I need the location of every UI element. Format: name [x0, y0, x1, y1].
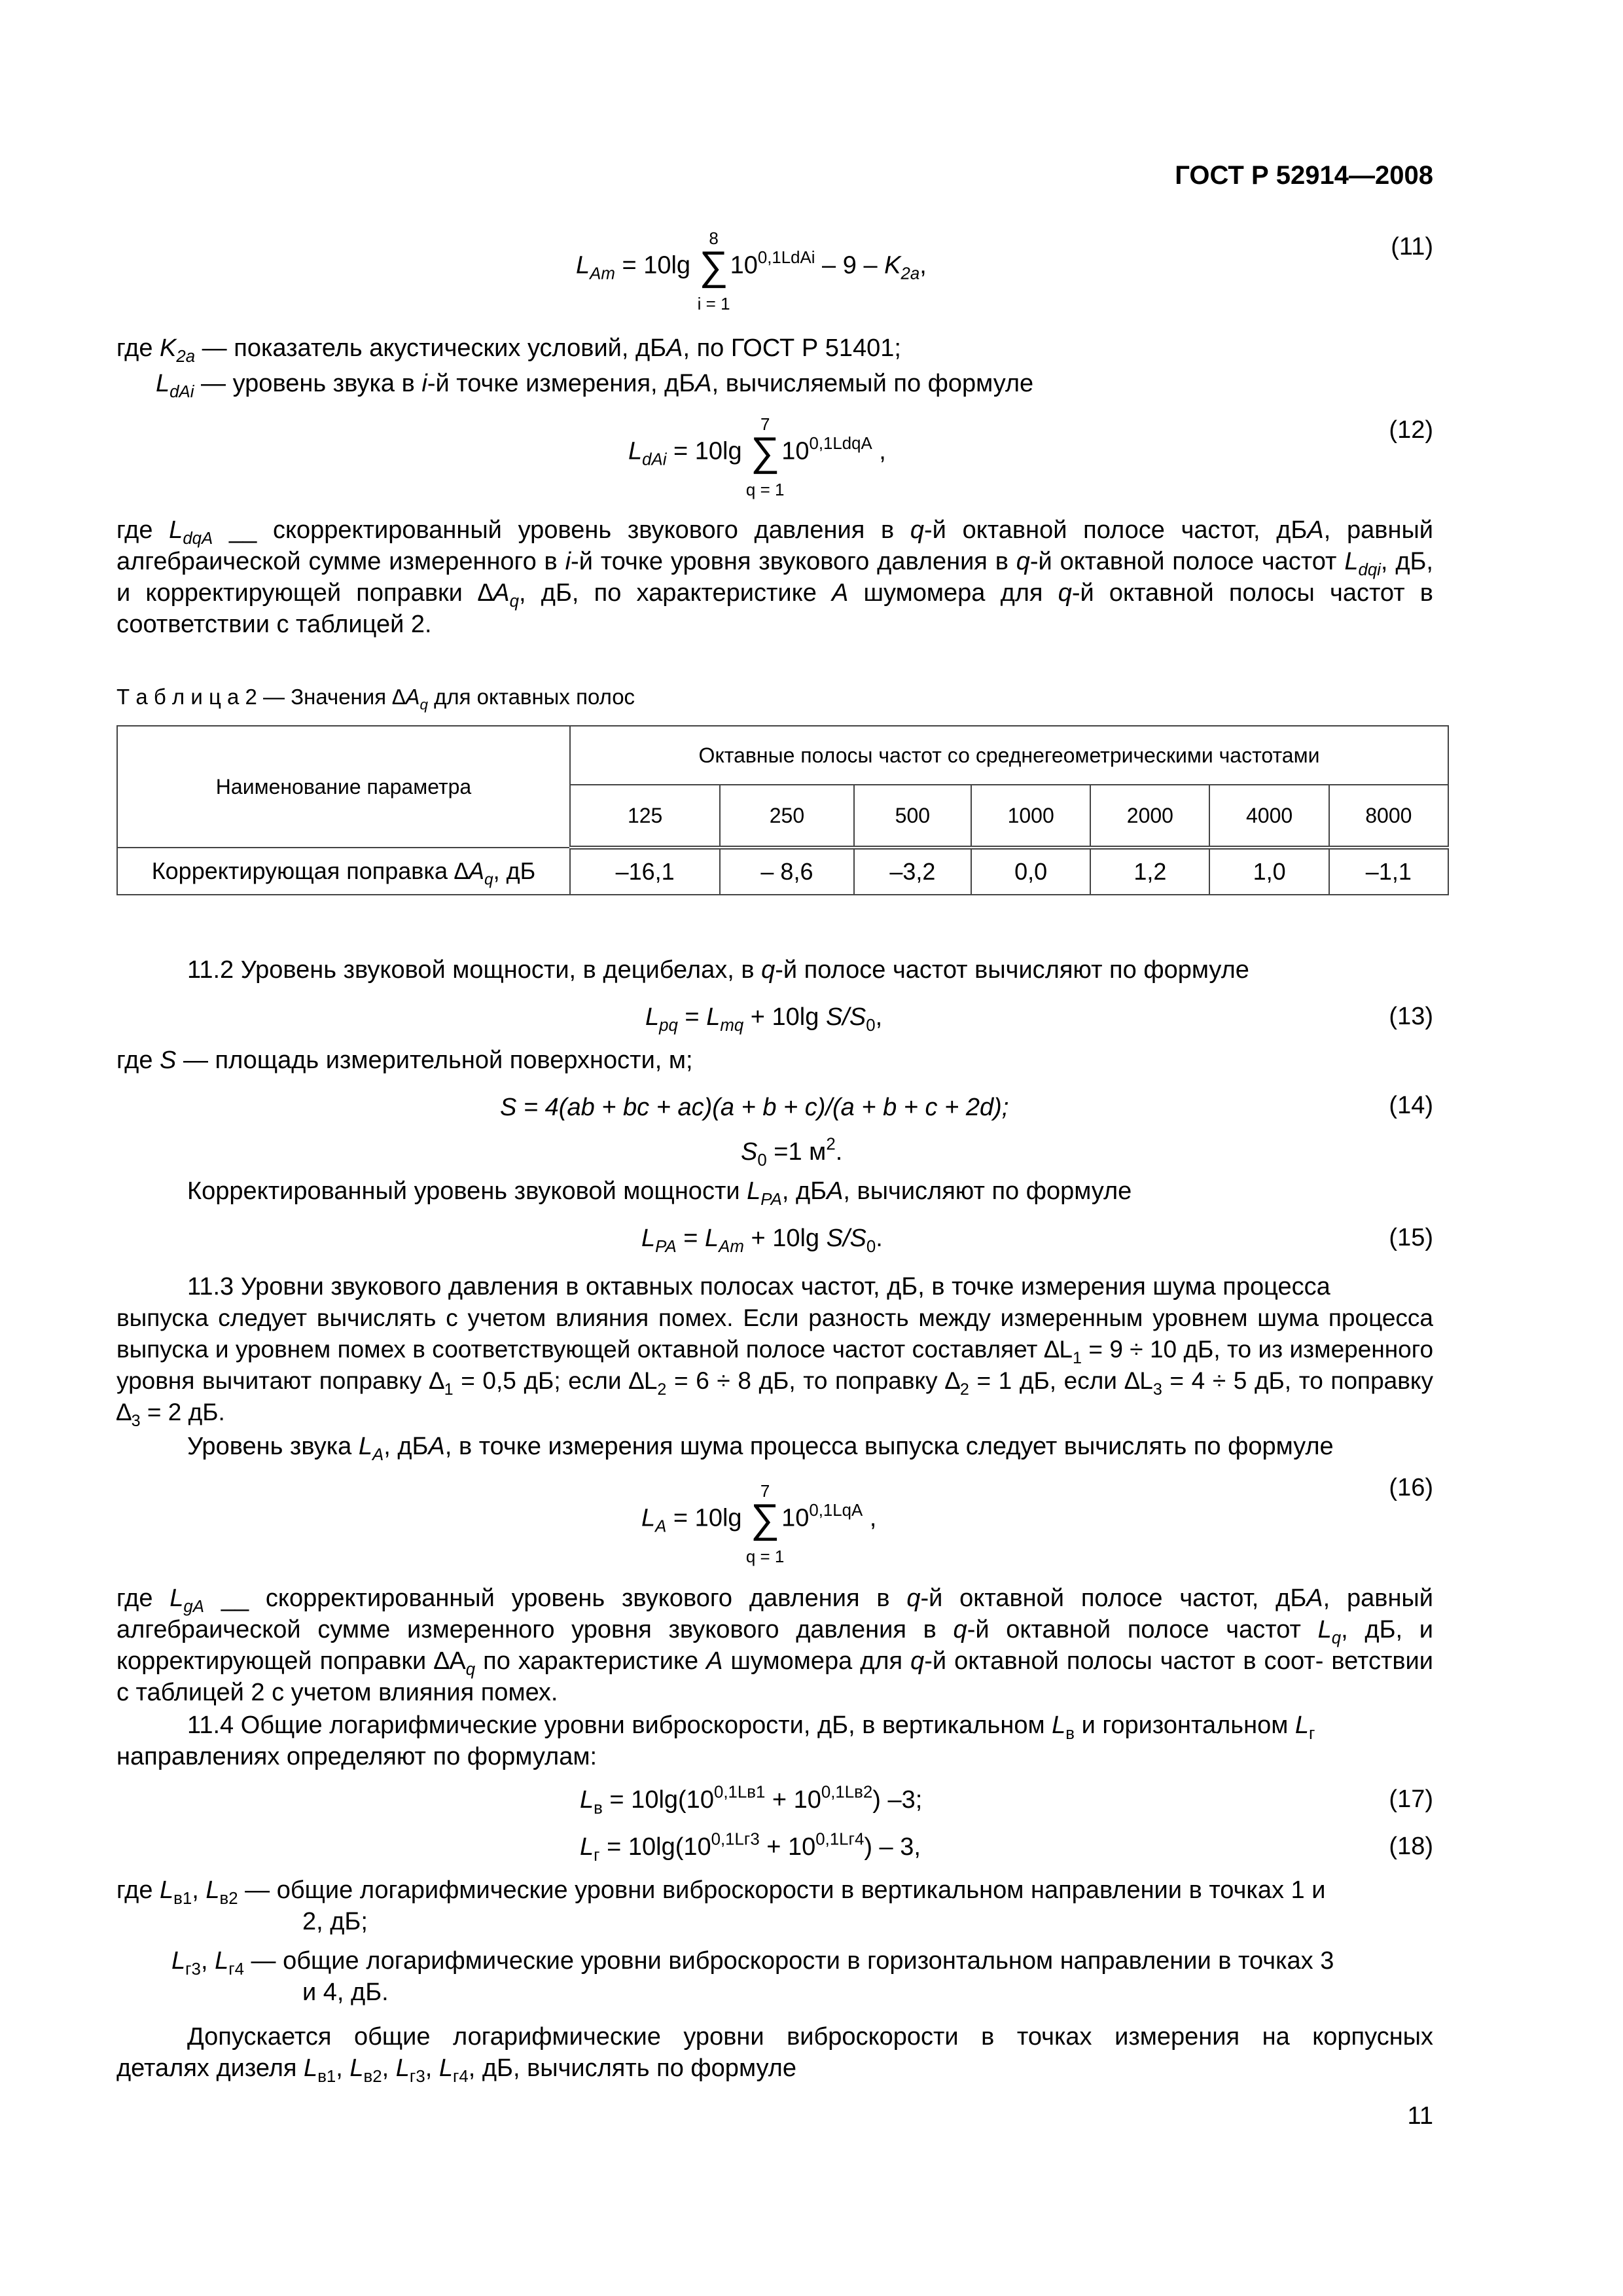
table-cell: – 8,6 [720, 848, 853, 895]
table-cell: –16,1 [570, 848, 720, 895]
table-cell: 1,2 [1090, 848, 1209, 895]
table-param-header: Наименование параметра [117, 726, 570, 848]
freq-250: 250 [720, 785, 853, 848]
corrected-power-text: Корректированный уровень звуковой мощности $L_{PA}$, дБA, вычисляют по формуле [187, 1177, 1132, 1210]
final-paragraph-line2: деталях дизеля $L_{в1}$, $L_{в2}$, $L_{г3}$, $L_{г4}$, дБ, вычислять по формуле [116, 2054, 796, 2087]
freq-1000: 1000 [971, 785, 1090, 848]
equation-17: $L_в = 10\lg(10^{0,1Lв1} + 10^{0,1Lв2})$ –3; [580, 1783, 923, 1818]
definition-LdAi: $L_{dAi}$ — уровень звука в i-й точке измерения, дБA, вычисляемый по формуле [156, 370, 1034, 402]
final-paragraph-line1: Допускается общие логарифмические уровни виброскорости в точках измерения на корпусных [187, 2023, 1433, 2051]
section-11-4-line1: 11.4 Общие логарифмические уровни виброскорости, дБ, в вертикальном $L_в$ и горизонтальном $L_г$ [187, 1712, 1315, 1744]
sound-level-text: Уровень звука $L_A$, дБA, в точке измерения шума процесса выпуска следует вычислять по формуле [187, 1433, 1334, 1465]
equation-14: S = 4(ab + bc + ac)(a + b + c)/(a + b + c + 2d); [500, 1094, 1009, 1121]
table-2 [116, 725, 1449, 895]
equation-number-15: (15) [1389, 1224, 1433, 1251]
table-cell: –1,1 [1329, 848, 1448, 895]
definition-Lv-cont: 2, дБ; [302, 1908, 368, 1935]
definition-Lg-cont: и 4, дБ. [302, 1979, 389, 2006]
equation-number-11: (11) [1391, 233, 1433, 260]
equation-18: $L_г = 10\lg(10^{0,1Lг3} + 10^{0,1Lг4}) - 3$, [580, 1830, 921, 1865]
equation-12: $L_{dAi} = 10\lg$ 7 ∑ q = 1 $10^{0,1LdqA}$ , [628, 414, 886, 499]
equation-number-16: (16) [1389, 1474, 1433, 1501]
equation-11: $L_{Am} = 10\lg$ 8 ∑ i = 1 $10^{0,1LdAi} - 9 - K_{2a}$, [576, 228, 927, 314]
table-cell: 1,0 [1209, 848, 1329, 895]
definition-Lv1-Lv2: где $L_{в1}$, $L_{в2}$ — общие логарифмические уровни виброскорости в вертикальном направлении в точках 1 и [116, 1876, 1326, 1909]
table-group-header: Октавные полосы частот со среднегеометрическими частотами [570, 726, 1448, 785]
section-11-3-body: выпуска следует вычислять с учетом влияния помех. Если разность между измеренным уровнем шума процесса выпуска и уровнем помех в соответствующей октавной полосе частот составляет $\Delta L_1 = 9 \div 10$ дБ, то из измеренного уровня вычитают поправку $\Delta_1 = 0,5$ дБ; если $\Delta L_2 = 6 \div 8$ дБ, то поправку $\Delta_2 = 1$ дБ, если $\Delta L_3 = 4 \div 5$ дБ, то поправку $\Delta_3 = 2$ дБ. [116, 1304, 1434, 1430]
equation-number-14: (14) [1389, 1092, 1433, 1119]
section-11-4-line2: направлениях определяют по формулам: [116, 1743, 597, 1770]
definition-K2a: где $K_{2a}$ — показатель акустических условий, дБA, по ГОСТ Р 51401; [116, 334, 901, 367]
equation-number-12: (12) [1389, 416, 1433, 444]
equation-number-17: (17) [1389, 1785, 1433, 1813]
definition-LdqA: где $L_{dqA}$ __ скорректированный уровень звукового давления в q-й октавной полосе частот, дБA, равный алгебраической сумме измеренного в i-й точке уровня звукового давления в q-й октавной полосе частот $L_{dqi}$, дБ, и корректирующей поправки $\Delta A_q$, дБ, по характеристике A шумомера для q-й октавной полосы частот в соответствии с таблицей 2. [116, 516, 1433, 638]
table-caption: Т а б л и ц а 2 — Значения $\Delta A_q$ для октавных полос [116, 685, 635, 713]
definition-LgA: где $L_{gA}$ __ скорректированный уровень звукового давления в q-й октавной полосе частот, дБA, равный алгебраической сумме измеренного уровня звукового давления в q-й октавной полосе частот $L_q$, дБ, и корректирующей поправки $\Delta A_q$ по характеристике A шумомера для q-й октавной полосы частот в соот- ветствии с таблицей 2 с учетом влияния помех. [116, 1585, 1434, 1706]
freq-125: 125 [570, 785, 720, 848]
freq-500: 500 [854, 785, 971, 848]
table-cell: 0,0 [971, 848, 1090, 895]
equation-16: $L_A = 10\lg$ 7 ∑ q = 1 $10^{0,1LqA}$ , [641, 1481, 877, 1566]
equation-s0: $S_0 =1$ $м^2$. [741, 1135, 843, 1170]
definition-Lg3-Lg4: $L_{г3}$, $L_{г4}$ — общие логарифмические уровни виброскорости в горизонтальном направлении в точках 3 [171, 1947, 1334, 1979]
section-11-2: 11.2 Уровень звуковой мощности, в децибелах, в q-й полосе частот вычисляют по формуле [187, 956, 1249, 984]
page-header: ГОСТ Р 52914—2008 [1175, 161, 1433, 190]
table-cell: –3,2 [854, 848, 971, 895]
page-number: 11 [1407, 2102, 1433, 2130]
equation-13: $L_{pq} = L_{mq} + 10\lg$ $S/S_0$, [645, 1003, 883, 1035]
equation-15: $L_{PA} = L_{Am} + 10\lg$ $S/S_0$. [641, 1225, 883, 1257]
equation-number-13: (13) [1389, 1003, 1433, 1030]
freq-2000: 2000 [1090, 785, 1209, 848]
definition-S: где S — площадь измерительной поверхности, м; [116, 1047, 693, 1074]
table-row-label: Корректирующая поправка $\Delta A_q$, дБ [117, 848, 570, 895]
section-11-3-line1: 11.3 Уровни звукового давления в октавных полосах частот, дБ, в точке измерения шума процесса [187, 1273, 1330, 1300]
freq-8000: 8000 [1329, 785, 1448, 848]
freq-4000: 4000 [1209, 785, 1329, 848]
equation-number-18: (18) [1389, 1833, 1433, 1860]
